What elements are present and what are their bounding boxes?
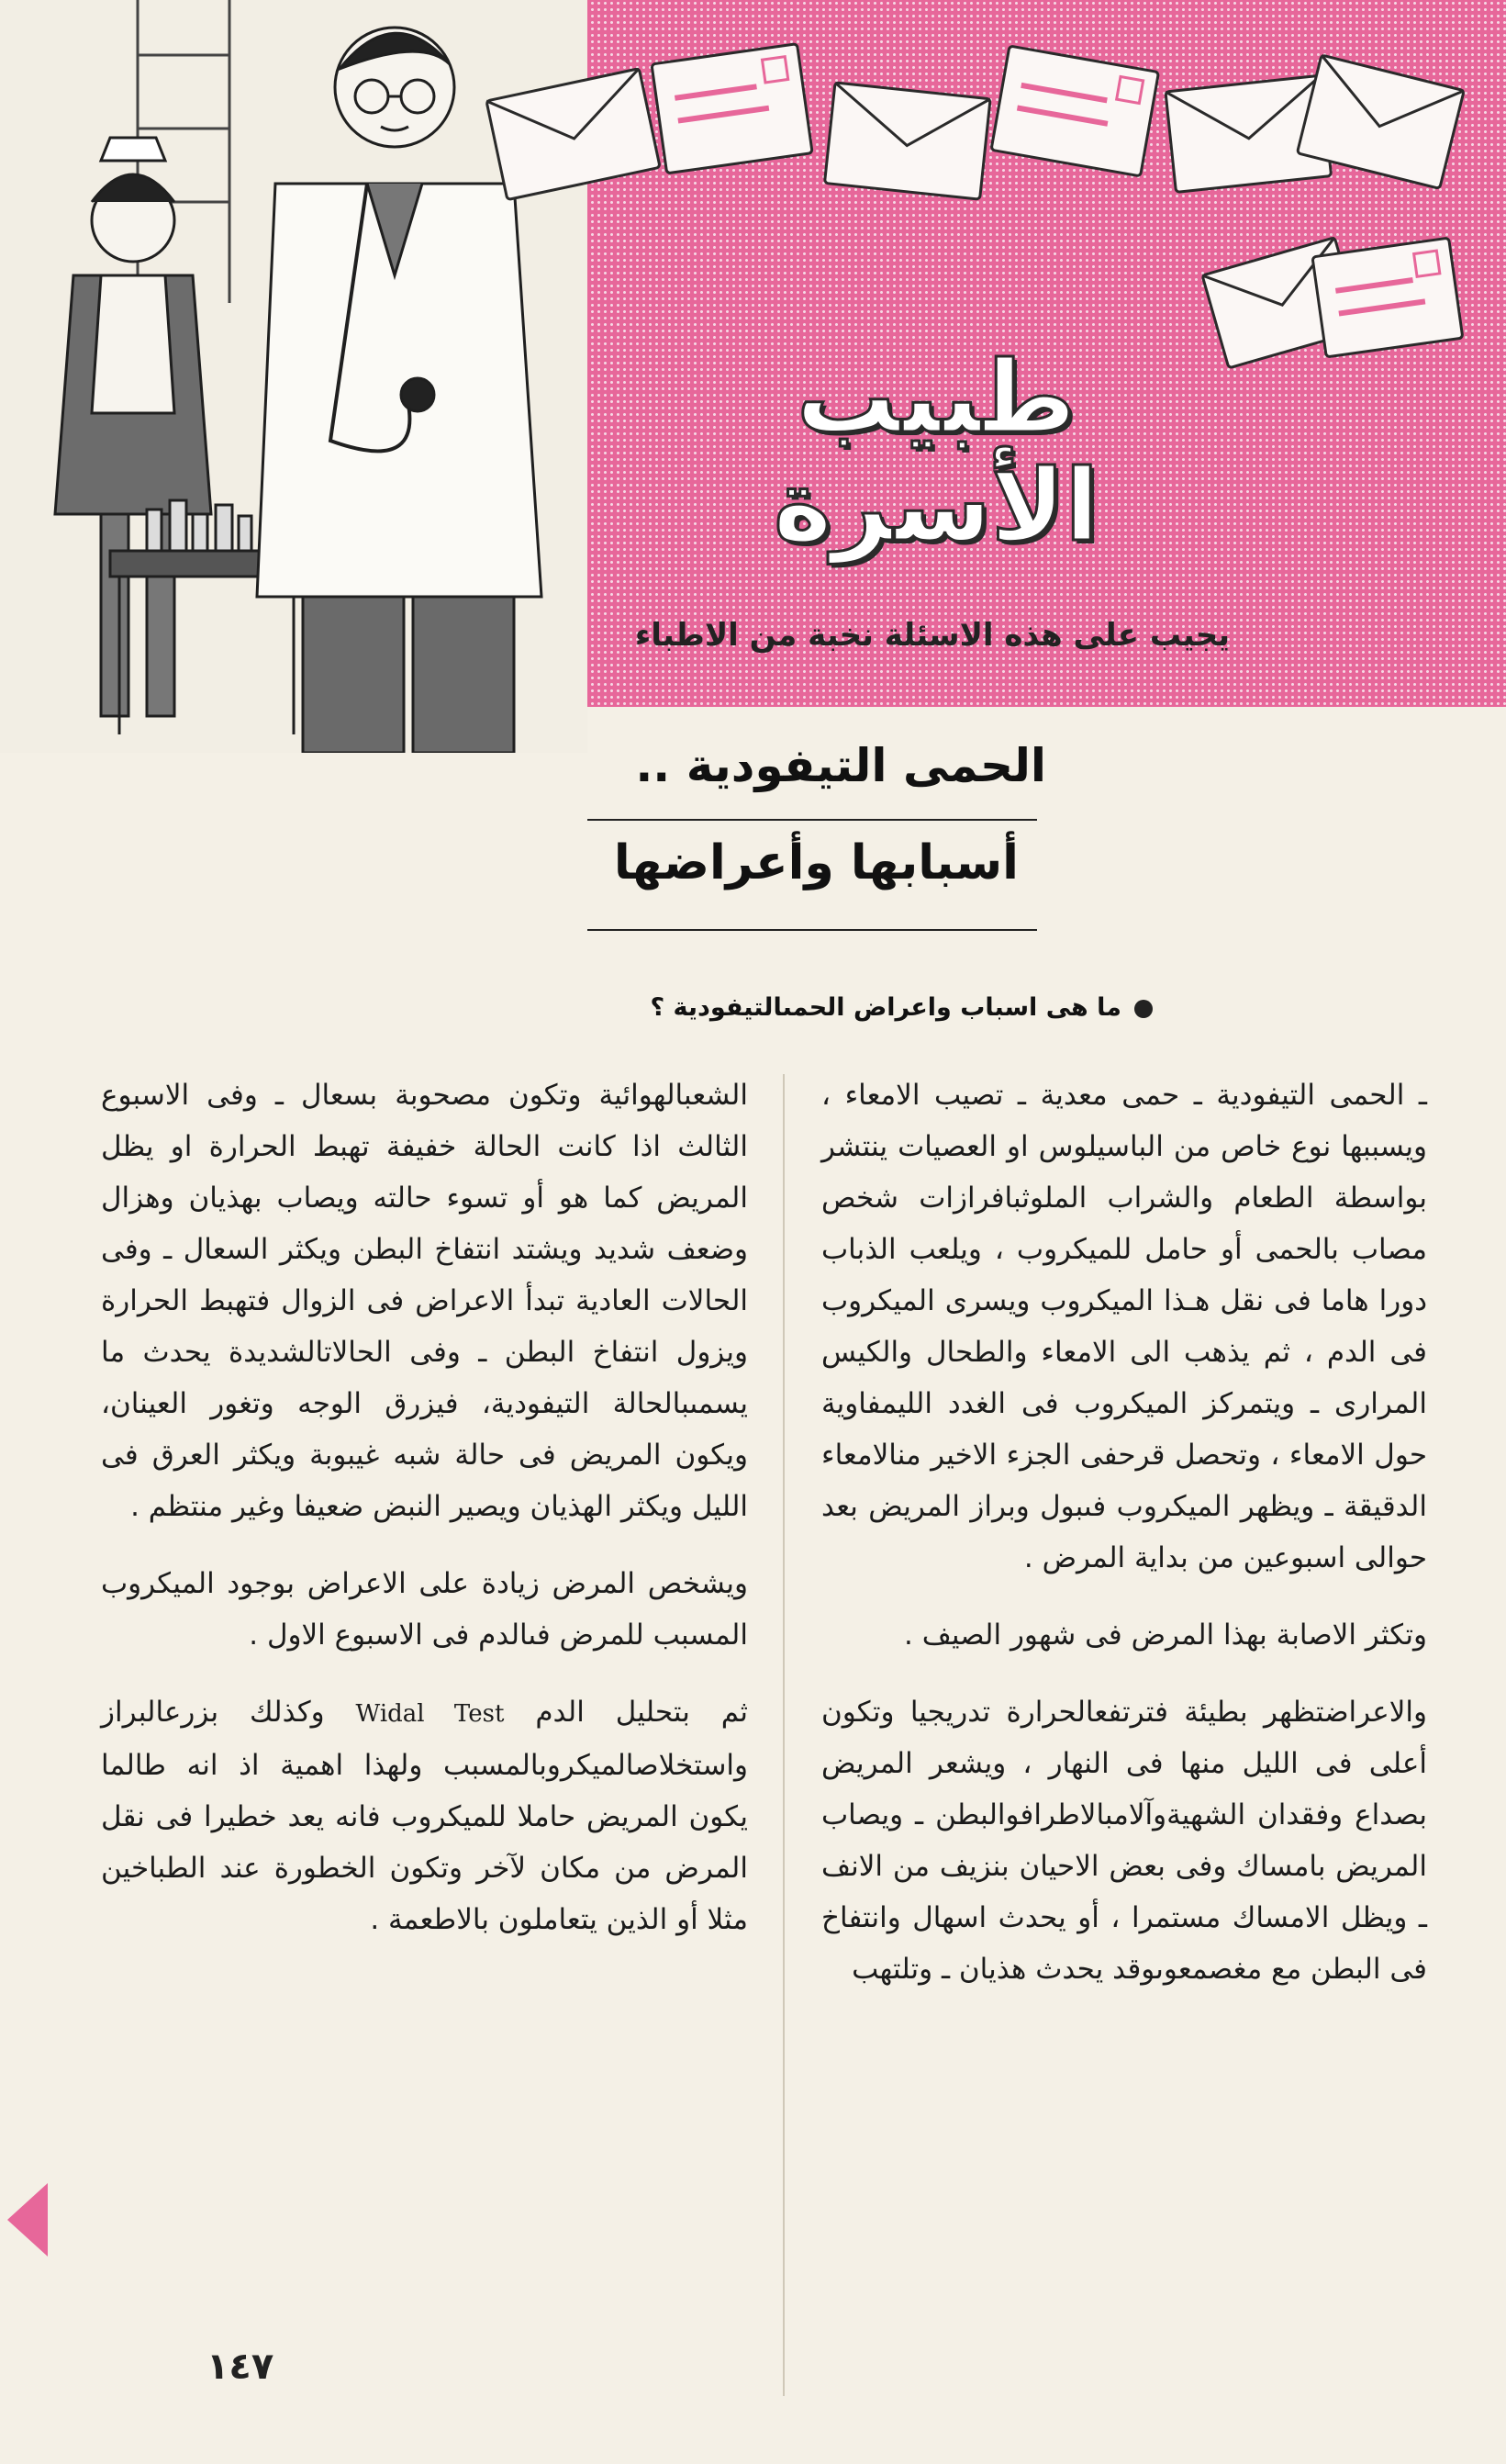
- subheadline-divider: [587, 929, 1037, 931]
- section-title-line-1: طبيب: [796, 341, 1077, 455]
- column-divider: [783, 1074, 785, 2396]
- paragraph: الشعبالهوائية وتكون مصحوبة بسعال ـ وفى الاسبوع الثالث اذا كانت الحالة خفيفة تهبط الحرارة او يظل المريض كما هو أو تسوء حالته ويصاب بهذيان وهزال وضعف شديد ويشتد انتفاخ البطن ويكثر السعال ـ وفى الحالات العادية تبدأ الاعراض فى الزوال فتهبط الحرارة ويزول انتفاخ البطن ـ وفى الحالاتالشديدة يحدث ما يسمىبالحالة التيفودية، فيزرق الوجه وتغور العينان، ويكون المريض فى حالة شبه غيبوبة ويكثر العرق فى الليل ويكثر الهذيان ويصير النبض ضعيفا وغير منتظم .: [101, 1079, 748, 1523]
- page-number: ١٤٧: [206, 2346, 274, 2388]
- reader-question: [327, 993, 1153, 1022]
- section-title-line-2: الأسرة: [773, 449, 1099, 564]
- reader-question-text: ما هى اسباب واعراض الحمىالتيفودية ؟: [650, 993, 1121, 1022]
- article-subheadline: أسبابها وأعراضها: [613, 835, 1019, 890]
- widal-suffix: وكذلك بزرعالبراز واستخلاصالميكروبالمسبب ولهذا اهمية اذ انه طالما يكون المريض حاملا للميكروب فانه يعد خطيرا فى نقل المرض من مكان لآخر وتكون الخطورة عند الطباخين مثلا أو الذين يتعاملون بالاطعمة .: [101, 1696, 748, 1936]
- article-column-right: [821, 1070, 1427, 2021]
- page-marker-triangle: [7, 2183, 48, 2257]
- article-column-left: [101, 1070, 748, 1971]
- paragraph: ويشخص المرض زيادة على الاعراض بوجود الميكروب المسبب للمرض فىالدم فى الاسبوع الاول .: [101, 1567, 748, 1652]
- headline-divider: [587, 819, 1037, 821]
- section-tagline: يجيب على هذه الاسئلة نخبة من الاطباء: [634, 617, 1230, 654]
- bullet-icon: [1134, 1000, 1153, 1018]
- section-title: [642, 341, 1230, 564]
- paragraph: والاعراضتظهر بطيئة فترتفعالحرارة تدريجيا وتكون أعلى فى الليل منها فى النهار ، ويشعر المريض بصداع وفقدان الشهيةوآلامبالاطرافوالبطن ـ ويصاب المريض بامساك وفى بعض الاحيان بنزيف من الانف ـ ويظل الامساك مستمرا ، أو يحدث اسهال وانتفاخ فى البطن مع مغصمعوىوقد يحدث هذيان ـ وتلتهب: [821, 1696, 1427, 1986]
- paragraph-widal: [101, 1686, 748, 1945]
- widal-test-label: Widal Test: [355, 1700, 505, 1728]
- widal-prefix: ثم بتحليل الدم: [535, 1696, 749, 1729]
- article-headline: الحمى التيفودية ..: [635, 739, 1046, 792]
- paragraph: ـ الحمى التيفودية ـ حمى معدية ـ تصيب الامعاء ، ويسببها نوع خاص من الباسيلوس او العصيات ينتشر بواسطة الطعام والشراب الملوثبافرازات شخص مصاب بالحمى أو حامل للميكروب ، ويلعب الذباب دورا هاما فى نقل هـذا الميكروب ويسرى الميكروب فى الدم ، ثم يذهب الى الامعاء والطحال والكيس المرارى ـ ويتمركز الميكروب فى الغدد الليمفاوية حول الامعاء ، وتحصل قرحفى الجزء الاخير منالامعاء الدقيقة ـ ويظهر الميكروب فىبول وبراز المريض بعد حوالى اسبوعين من بداية المرض .: [821, 1079, 1427, 1574]
- paragraph: وتكثر الاصابة بهذا المرض فى شهور الصيف .: [904, 1618, 1427, 1652]
